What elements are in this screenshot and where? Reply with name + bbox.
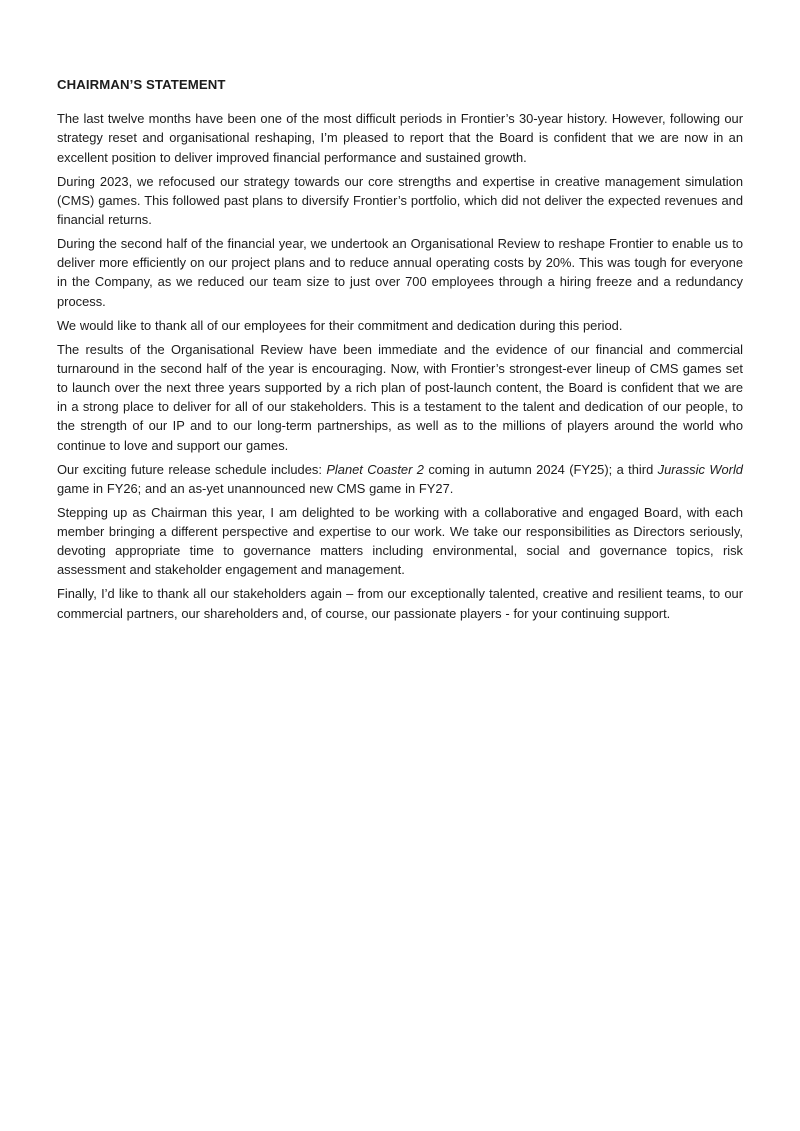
- italic-text-segment: Planet Coaster 2: [326, 461, 424, 477]
- text-segment: coming in autumn 2024 (FY25); a third: [423, 461, 658, 477]
- text-segment: During the second half of the financial year, we undertook an Organisational Review to reshape Frontier to enable us to deliver more efficiently on our project plans and to reduce annual operating costs by 20%. This was tough for everyone in the Company, as we reduced our team size to just over 700 employees through a hiring freeze and a redundancy process.: [57, 236, 743, 309]
- text-segment: Stepping up as Chairman this year, I am delighted to be working with a collaborative and engaged Board, with each member bringing a different perspective and expertise to our work. We take our responsibilities as Directors seriously, devoting appropriate time to governance matters including environmental, social and governance topics, risk assessment and stakeholder engagement and management.: [57, 504, 743, 578]
- italic-text-segment: Jurassic World: [657, 461, 743, 477]
- text-segment: game in FY26; and an as-yet unannounced new CMS game in FY27.: [57, 480, 454, 496]
- text-segment: We would like to thank all of our employees for their commitment and dedication during this period.: [57, 317, 623, 333]
- paragraph: [57, 460, 743, 498]
- text-segment: The results of the Organisational Review have been immediate and the evidence of our financial and commercial turnaround in the second half of the year is encouraging. Now, with Frontier’s strongest-ever lineup of CMS games set to launch over the next three years supported by a rich plan of post-launch content, the Board is confident that we are in a strong place to deliver for all of our stakeholders. This is a testament to the talent and dedication of our people, to the strength of our IP and to our long-term partnerships, as well as to the millions of players around the world who continue to love and support our games.: [57, 341, 743, 453]
- paragraph: [57, 503, 743, 580]
- paragraph: [57, 234, 743, 311]
- paragraph: [57, 316, 743, 335]
- document-body: [57, 109, 743, 623]
- text-segment: Our exciting future release schedule includes:: [57, 461, 327, 477]
- paragraph: [57, 172, 743, 230]
- paragraph: [57, 340, 743, 455]
- text-segment: Finally, I’d like to thank all our stakeholders again – from our exceptionally talented, creative and resilient teams, to our commercial partners, our shareholders and, of course, our passionate players - for your continuing support.: [57, 586, 743, 621]
- paragraph: [57, 109, 743, 167]
- page-title: CHAIRMAN’S STATEMENT: [57, 77, 226, 92]
- paragraph: [57, 584, 743, 622]
- text-segment: The last twelve months have been one of the most difficult periods in Frontier’s 30-year history. However, following our strategy reset and organisational reshaping, I’m pleased to report that the Board is confident that we are now in an excellent position to deliver improved financial performance and sustained growth.: [57, 111, 743, 165]
- text-segment: During 2023, we refocused our strategy towards our core strengths and expertise in creative management simulation (CMS) games. This followed past plans to diversify Frontier’s portfolio, which did not deliver the expected revenues and financial returns.: [57, 173, 743, 228]
